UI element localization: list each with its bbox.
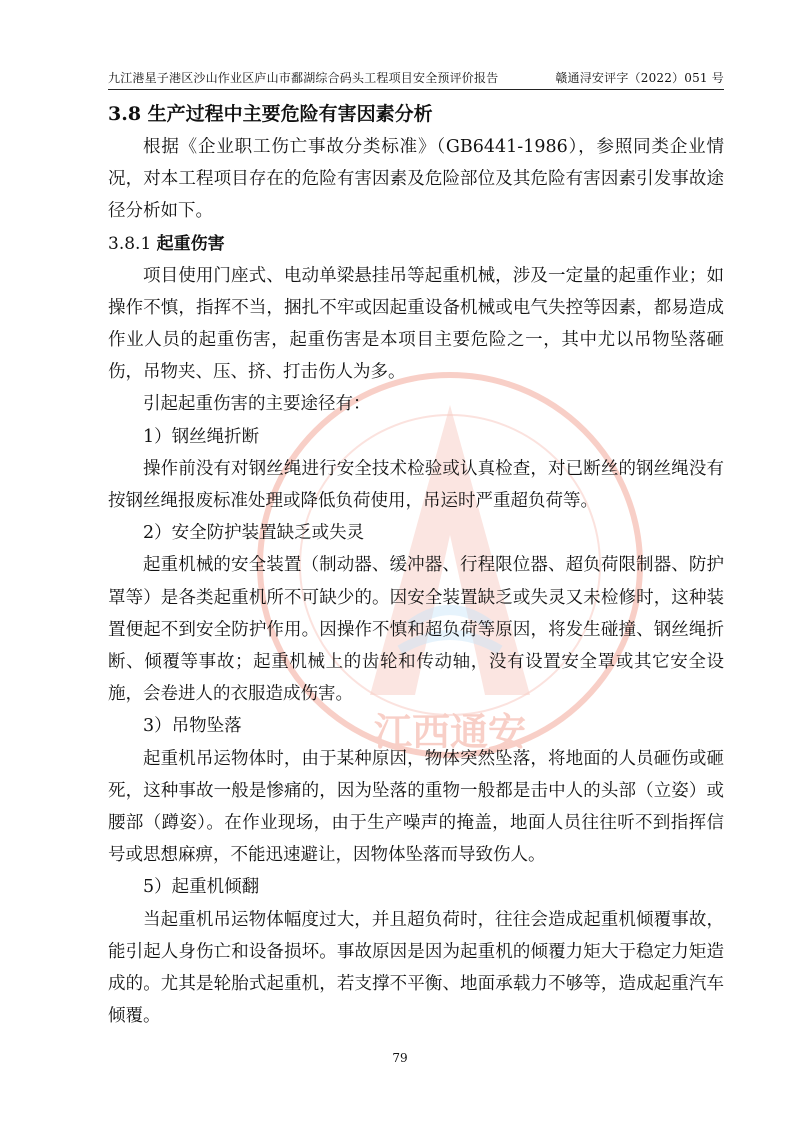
- cause-label: 3）吊物坠落: [143, 716, 242, 737]
- subsection-title: 起重伤害: [156, 233, 225, 254]
- section-heading: 3.8 生产过程中主要危险有害因素分析: [108, 103, 433, 125]
- header-report-number: 赣通浔安评字（2022）051 号: [555, 71, 724, 85]
- page-header: [108, 64, 724, 90]
- subsection-number: 3.8.1: [108, 233, 157, 254]
- page-content: [108, 99, 724, 1032]
- cause-label: 5）起重机倾翻: [143, 877, 260, 898]
- subsection-paragraph-2: 引起起重伤害的主要途径有：: [143, 394, 371, 415]
- cause-label: 1）钢丝绳折断: [143, 426, 260, 447]
- header-report-title: 九江港星子港区沙山作业区庐山市鄱湖综合码头工程项目安全预评价报告: [108, 71, 499, 85]
- cause-text: 起重机吊运物体时，由于某种原因，物体突然坠落，将地面的人员砸伤或砸死，这种事故一般是惨痛的，因为坠落的重物一般都是击中人的头部（立姿）或腰部（蹲姿）。在作业现场，由于生产噪声的掩盖，地面人员往往听不到指挥信号或思想麻痹，不能迅速避让，因物体坠落而导致伤人。: [108, 748, 724, 866]
- page-number: 79: [392, 1051, 408, 1065]
- section-intro-paragraph: 根据《企业职工伤亡事故分类标准》（GB6441-1986），参照同类企业情况，对本工程项目存在的危险有害因素及危险部位及其危险有害因素引发事故途径分析如下。: [108, 137, 724, 222]
- subsection-paragraph-1: 项目使用门座式、电动单梁悬挂吊等起重机械，涉及一定量的起重作业；如操作不慎，指挥不当，捆扎不牢或因起重设备机械或电气失控等因素，都易造成作业人员的起重伤害，起重伤害是本项目主要危险之一，其中尤以吊物坠落砸伤，吊物夹、压、挤、打击伤人为多。: [108, 265, 724, 383]
- cause-label: 2）安全防护装置缺乏或失灵: [143, 523, 365, 544]
- cause-text: 当起重机吊运物体幅度过大，并且超负荷时，往往会造成起重机倾覆事故，能引起人身伤亡和设备损坏。事故原因是因为起重机的倾覆力矩大于稳定力矩造成的。尤其是轮胎式起重机，若支撑不平衡、地面承载力不够等，造成起重汽车倾覆。: [108, 909, 724, 1027]
- subsection-heading: [108, 228, 724, 260]
- cause-text: 操作前没有对钢丝绳进行安全技术检验或认真检查，对已断丝的钢丝绳没有按钢丝绳报废标准处理或降低负荷使用，吊运时严重超负荷等。: [108, 458, 724, 512]
- seal-bottom-text: 江西通安: [373, 710, 527, 754]
- cause-text: 起重机械的安全装置（制动器、缓冲器、行程限位器、超负荷限制器、防护罩等）是各类起重机所不可缺少的。因安全装置缺乏或失灵又未检修时，这种装置便起不到安全防护作用。因操作不慎和超负荷等原因，将发生碰撞、钢丝绳折断、倾覆等事故；起重机械上的齿轮和传动轴，没有设置安全罩或其它安全设施，会卷进人的衣服造成伤害。: [108, 555, 724, 705]
